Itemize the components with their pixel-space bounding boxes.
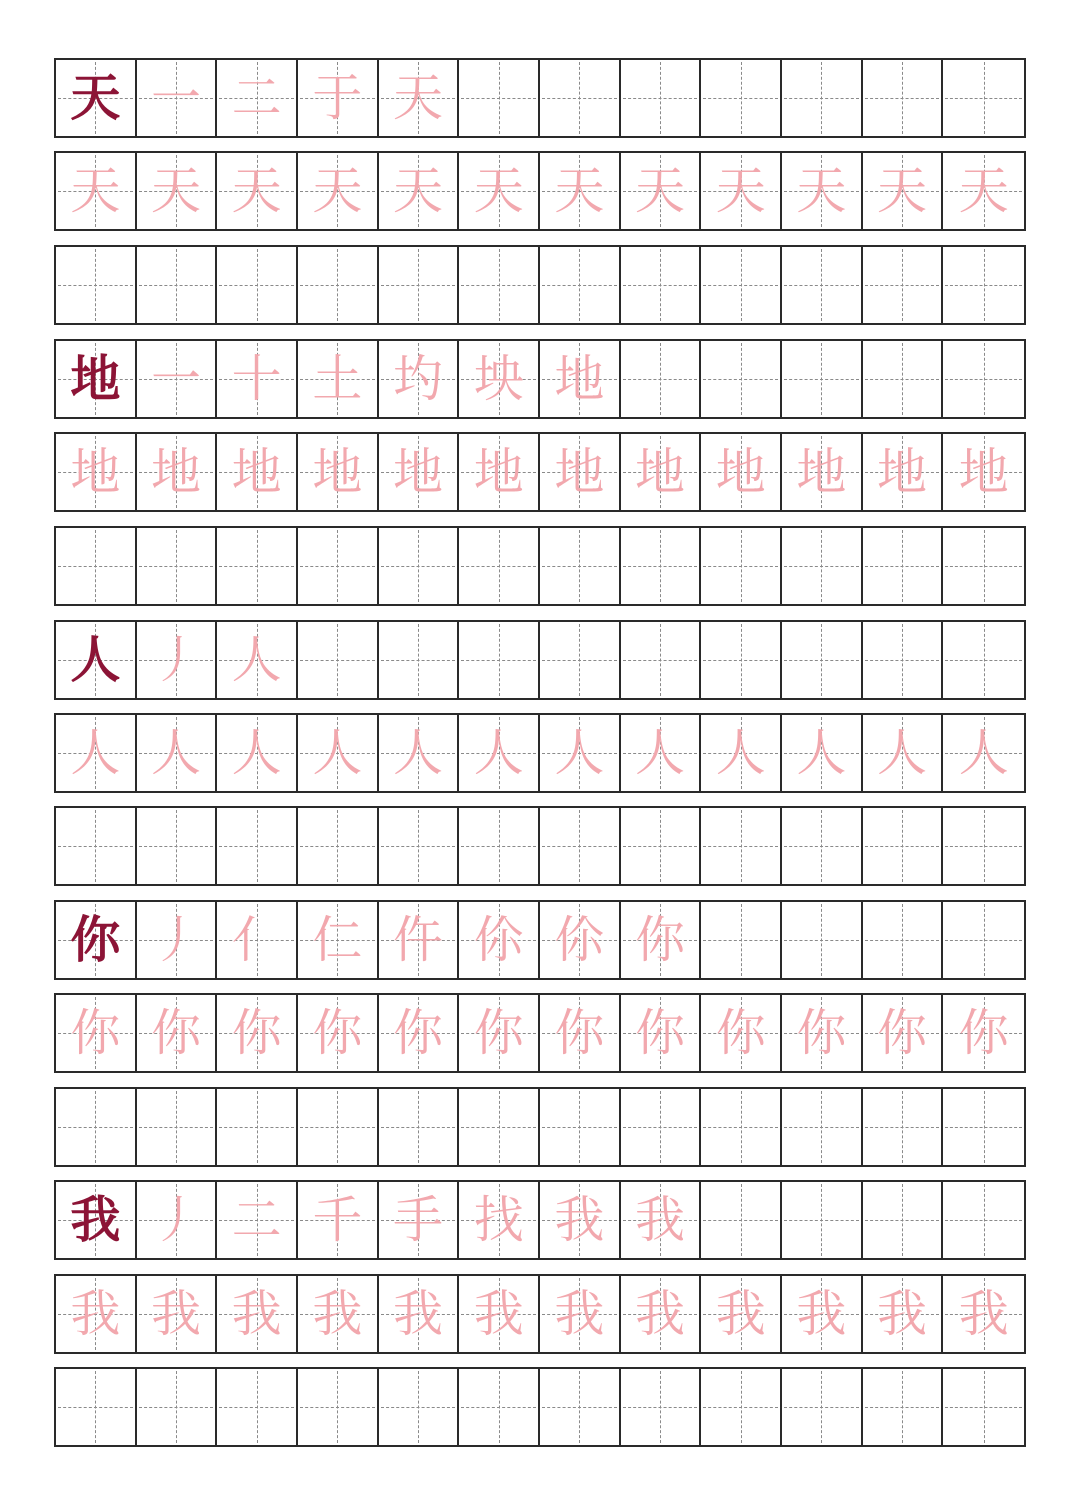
model-character: 我 — [70, 1190, 121, 1249]
grid-cell[interactable] — [701, 341, 782, 417]
grid-cell[interactable] — [621, 1369, 702, 1445]
grid-cell[interactable] — [137, 1182, 218, 1258]
grid-cell[interactable] — [782, 247, 863, 323]
grid-cell[interactable] — [863, 808, 944, 884]
grid-cell[interactable] — [943, 1276, 1024, 1352]
blank-practice-row — [54, 1367, 1026, 1447]
grid-cell[interactable] — [217, 995, 298, 1071]
grid-cell[interactable] — [621, 247, 702, 323]
grid-cell[interactable] — [137, 1089, 218, 1165]
grid-cell[interactable] — [217, 622, 298, 698]
trace-character: 人 — [473, 724, 524, 782]
trace-character: 人 — [958, 724, 1009, 782]
grid-cell[interactable] — [459, 247, 540, 323]
grid-cell[interactable] — [298, 902, 379, 978]
stroke-step: 一 — [151, 69, 201, 127]
grid-cell[interactable] — [459, 995, 540, 1071]
grid-cell[interactable] — [863, 1182, 944, 1258]
trace-character: 我 — [958, 1285, 1009, 1343]
trace-character: 天 — [473, 162, 524, 220]
stroke-step: 人 — [231, 631, 282, 689]
stroke-step: 十 — [231, 350, 282, 408]
trace-character: 人 — [151, 724, 201, 782]
stroke-step: 天 — [393, 69, 444, 127]
trace-character: 天 — [958, 162, 1009, 220]
trace-character: 地 — [877, 443, 928, 501]
model-character: 地 — [70, 349, 121, 408]
grid-cell[interactable] — [217, 434, 298, 510]
stroke-step: 坱 — [473, 350, 524, 408]
stroke-order-row — [54, 1180, 1026, 1260]
grid-cell[interactable] — [459, 1276, 540, 1352]
stroke-step: 手 — [393, 1191, 444, 1249]
grid-cell[interactable] — [863, 153, 944, 229]
trace-character: 你 — [877, 1004, 928, 1062]
trace-character: 我 — [312, 1285, 363, 1343]
trace-character: 天 — [554, 162, 605, 220]
grid-cell[interactable] — [298, 434, 379, 510]
grid-cell[interactable] — [379, 153, 460, 229]
grid-cell[interactable] — [621, 153, 702, 229]
trace-character: 天 — [231, 162, 282, 220]
grid-cell[interactable] — [782, 622, 863, 698]
trace-character: 你 — [473, 1004, 524, 1062]
grid-cell[interactable] — [298, 1276, 379, 1352]
stroke-step: 找 — [473, 1191, 524, 1249]
grid-cell[interactable] — [540, 1182, 621, 1258]
grid-cell[interactable] — [621, 622, 702, 698]
grid-cell[interactable] — [701, 902, 782, 978]
grid-cell[interactable] — [701, 153, 782, 229]
grid-cell[interactable] — [782, 434, 863, 510]
grid-cell[interactable] — [379, 715, 460, 791]
grid-cell[interactable] — [621, 1089, 702, 1165]
grid-cell[interactable] — [943, 808, 1024, 884]
grid-cell[interactable] — [943, 60, 1024, 136]
grid-cell[interactable] — [782, 902, 863, 978]
trace-character: 地 — [312, 443, 363, 501]
grid-cell[interactable] — [943, 153, 1024, 229]
trace-character: 地 — [473, 443, 524, 501]
trace-character: 天 — [635, 162, 686, 220]
grid-cell[interactable] — [298, 808, 379, 884]
grid-cell[interactable] — [782, 1369, 863, 1445]
grid-cell[interactable] — [137, 153, 218, 229]
trace-character: 你 — [151, 1004, 201, 1062]
tracing-row — [54, 432, 1026, 512]
stroke-step: 我 — [635, 1191, 686, 1249]
grid-cell[interactable] — [621, 995, 702, 1071]
grid-cell[interactable] — [621, 1182, 702, 1258]
trace-character: 我 — [70, 1285, 121, 1343]
grid-cell[interactable] — [379, 1089, 460, 1165]
grid-cell[interactable] — [943, 902, 1024, 978]
tracing-row — [54, 713, 1026, 793]
grid-cell[interactable] — [943, 1369, 1024, 1445]
grid-cell[interactable] — [298, 247, 379, 323]
grid-cell[interactable] — [701, 1276, 782, 1352]
grid-cell[interactable] — [701, 1182, 782, 1258]
grid-cell[interactable] — [379, 808, 460, 884]
grid-cell[interactable] — [943, 995, 1024, 1071]
grid-cell[interactable] — [540, 715, 621, 791]
grid-cell[interactable] — [863, 434, 944, 510]
grid-cell[interactable] — [782, 1089, 863, 1165]
stroke-step: 伱 — [473, 911, 524, 969]
grid-cell[interactable] — [56, 995, 137, 1071]
trace-character: 我 — [877, 1285, 928, 1343]
trace-character: 地 — [70, 443, 121, 501]
grid-cell[interactable] — [298, 341, 379, 417]
grid-cell[interactable] — [943, 247, 1024, 323]
grid-cell[interactable] — [863, 902, 944, 978]
trace-character: 你 — [796, 1004, 847, 1062]
grid-cell[interactable] — [701, 60, 782, 136]
trace-character: 地 — [231, 443, 282, 501]
trace-character: 我 — [151, 1285, 201, 1343]
grid-cell[interactable] — [379, 434, 460, 510]
trace-character: 地 — [796, 443, 847, 501]
trace-character: 天 — [393, 162, 444, 220]
grid-cell[interactable] — [298, 528, 379, 604]
trace-character: 我 — [635, 1285, 686, 1343]
grid-cell[interactable] — [56, 902, 137, 978]
grid-cell[interactable] — [863, 1276, 944, 1352]
grid-cell[interactable] — [863, 995, 944, 1071]
grid-cell[interactable] — [379, 902, 460, 978]
trace-character: 人 — [554, 724, 605, 782]
grid-cell[interactable] — [701, 808, 782, 884]
grid-cell[interactable] — [621, 528, 702, 604]
trace-character: 人 — [877, 724, 928, 782]
blank-practice-row — [54, 806, 1026, 886]
grid-cell[interactable] — [217, 1276, 298, 1352]
grid-cell[interactable] — [621, 1276, 702, 1352]
grid-cell[interactable] — [701, 995, 782, 1071]
grid-cell[interactable] — [137, 1276, 218, 1352]
grid-cell[interactable] — [540, 528, 621, 604]
grid-cell[interactable] — [459, 1182, 540, 1258]
trace-character: 你 — [231, 1004, 282, 1062]
grid-cell[interactable] — [459, 808, 540, 884]
grid-cell[interactable] — [459, 902, 540, 978]
stroke-step: 土 — [312, 350, 363, 408]
grid-cell[interactable] — [56, 1089, 137, 1165]
trace-character: 你 — [715, 1004, 766, 1062]
stroke-step: 一 — [151, 350, 201, 408]
grid-cell[interactable] — [621, 341, 702, 417]
trace-character: 人 — [393, 724, 444, 782]
trace-character: 人 — [312, 724, 363, 782]
trace-character: 我 — [231, 1285, 282, 1343]
trace-character: 天 — [715, 162, 766, 220]
trace-character: 我 — [715, 1285, 766, 1343]
grid-cell[interactable] — [137, 622, 218, 698]
grid-cell[interactable] — [701, 1089, 782, 1165]
model-character: 天 — [70, 68, 121, 127]
tracing-row — [54, 151, 1026, 231]
stroke-step: 二 — [231, 1191, 282, 1249]
stroke-step: 我 — [554, 1191, 605, 1249]
trace-character: 你 — [312, 1004, 363, 1062]
grid-cell[interactable] — [863, 622, 944, 698]
grid-cell[interactable] — [137, 808, 218, 884]
trace-character: 人 — [70, 724, 121, 782]
model-character: 人 — [70, 630, 121, 689]
grid-cell[interactable] — [379, 995, 460, 1071]
trace-character: 地 — [635, 443, 686, 501]
grid-cell[interactable] — [459, 341, 540, 417]
grid-cell[interactable] — [379, 528, 460, 604]
grid-cell[interactable] — [137, 995, 218, 1071]
grid-cell[interactable] — [217, 902, 298, 978]
grid-cell[interactable] — [56, 1369, 137, 1445]
stroke-order-row — [54, 339, 1026, 419]
grid-cell[interactable] — [621, 434, 702, 510]
grid-cell[interactable] — [782, 528, 863, 604]
trace-character: 天 — [151, 162, 201, 220]
trace-character: 我 — [393, 1285, 444, 1343]
grid-cell[interactable] — [782, 1276, 863, 1352]
grid-cell[interactable] — [379, 622, 460, 698]
grid-cell[interactable] — [943, 434, 1024, 510]
grid-cell[interactable] — [56, 622, 137, 698]
grid-cell[interactable] — [56, 528, 137, 604]
grid-cell[interactable] — [701, 528, 782, 604]
grid-cell[interactable] — [379, 1182, 460, 1258]
grid-cell[interactable] — [621, 715, 702, 791]
trace-character: 地 — [151, 443, 201, 501]
grid-cell[interactable] — [217, 60, 298, 136]
grid-cell[interactable] — [56, 808, 137, 884]
grid-cell[interactable] — [217, 715, 298, 791]
grid-cell[interactable] — [540, 247, 621, 323]
grid-cell[interactable] — [298, 153, 379, 229]
trace-character: 我 — [473, 1285, 524, 1343]
stroke-step: 仁 — [312, 911, 363, 969]
grid-cell[interactable] — [701, 247, 782, 323]
grid-cell[interactable] — [298, 715, 379, 791]
grid-cell[interactable] — [459, 1369, 540, 1445]
grid-cell[interactable] — [56, 153, 137, 229]
trace-character: 地 — [958, 443, 1009, 501]
grid-cell[interactable] — [540, 1276, 621, 1352]
grid-cell[interactable] — [56, 434, 137, 510]
grid-cell[interactable] — [863, 715, 944, 791]
grid-cell[interactable] — [459, 622, 540, 698]
grid-cell[interactable] — [621, 60, 702, 136]
grid-cell[interactable] — [863, 528, 944, 604]
grid-cell[interactable] — [298, 60, 379, 136]
grid-cell[interactable] — [863, 60, 944, 136]
grid-cell[interactable] — [540, 1369, 621, 1445]
trace-character: 地 — [715, 443, 766, 501]
trace-character: 你 — [393, 1004, 444, 1062]
grid-cell[interactable] — [701, 434, 782, 510]
grid-cell[interactable] — [137, 715, 218, 791]
grid-cell[interactable] — [782, 1182, 863, 1258]
grid-cell[interactable] — [56, 341, 137, 417]
grid-cell[interactable] — [379, 1276, 460, 1352]
grid-cell[interactable] — [298, 1182, 379, 1258]
stroke-order-row — [54, 620, 1026, 700]
blank-practice-row — [54, 526, 1026, 606]
grid-cell[interactable] — [56, 715, 137, 791]
grid-cell[interactable] — [56, 1276, 137, 1352]
grid-cell[interactable] — [217, 1089, 298, 1165]
grid-cell[interactable] — [459, 1089, 540, 1165]
grid-cell[interactable] — [540, 902, 621, 978]
trace-character: 人 — [635, 724, 686, 782]
grid-cell[interactable] — [137, 341, 218, 417]
grid-cell[interactable] — [621, 808, 702, 884]
grid-cell[interactable] — [943, 1089, 1024, 1165]
grid-cell[interactable] — [56, 1182, 137, 1258]
tracing-row — [54, 993, 1026, 1073]
stroke-step: 圴 — [393, 350, 444, 408]
grid-cell[interactable] — [863, 1369, 944, 1445]
grid-cell[interactable] — [943, 341, 1024, 417]
trace-character: 你 — [958, 1004, 1009, 1062]
grid-cell[interactable] — [217, 153, 298, 229]
stroke-order-row — [54, 900, 1026, 980]
grid-cell[interactable] — [540, 153, 621, 229]
trace-character: 地 — [554, 443, 605, 501]
stroke-step: 伱 — [554, 911, 605, 969]
grid-cell[interactable] — [701, 1369, 782, 1445]
grid-cell[interactable] — [540, 434, 621, 510]
trace-character: 你 — [70, 1004, 121, 1062]
grid-cell[interactable] — [943, 622, 1024, 698]
grid-cell[interactable] — [863, 1089, 944, 1165]
trace-character: 人 — [796, 724, 847, 782]
grid-cell[interactable] — [459, 153, 540, 229]
stroke-step: 你 — [635, 911, 686, 969]
grid-cell[interactable] — [863, 247, 944, 323]
stroke-step: 地 — [554, 350, 605, 408]
grid-cell[interactable] — [943, 528, 1024, 604]
stroke-order-row — [54, 58, 1026, 138]
grid-cell[interactable] — [540, 341, 621, 417]
grid-cell[interactable] — [137, 1369, 218, 1445]
grid-cell[interactable] — [459, 434, 540, 510]
grid-cell[interactable] — [459, 60, 540, 136]
trace-character: 天 — [70, 162, 121, 220]
grid-cell[interactable] — [137, 247, 218, 323]
grid-cell[interactable] — [137, 60, 218, 136]
grid-cell[interactable] — [459, 715, 540, 791]
grid-cell[interactable] — [701, 715, 782, 791]
grid-cell[interactable] — [56, 247, 137, 323]
trace-character: 天 — [796, 162, 847, 220]
stroke-step: 丿 — [151, 911, 201, 969]
grid-cell[interactable] — [701, 622, 782, 698]
grid-cell[interactable] — [782, 995, 863, 1071]
grid-cell[interactable] — [217, 528, 298, 604]
grid-cell[interactable] — [540, 622, 621, 698]
stroke-step: 丿 — [151, 631, 201, 689]
blank-practice-row — [54, 1087, 1026, 1167]
grid-cell[interactable] — [459, 528, 540, 604]
grid-cell[interactable] — [943, 715, 1024, 791]
grid-cell[interactable] — [379, 60, 460, 136]
trace-character: 人 — [231, 724, 282, 782]
trace-character: 我 — [554, 1285, 605, 1343]
grid-cell[interactable] — [137, 434, 218, 510]
grid-cell[interactable] — [540, 60, 621, 136]
blank-practice-row — [54, 245, 1026, 325]
grid-cell[interactable] — [137, 528, 218, 604]
stroke-step: 仵 — [393, 911, 444, 969]
grid-cell[interactable] — [379, 247, 460, 323]
grid-cell[interactable] — [217, 808, 298, 884]
grid-cell[interactable] — [943, 1182, 1024, 1258]
grid-cell[interactable] — [217, 1182, 298, 1258]
trace-character: 天 — [312, 162, 363, 220]
grid-cell[interactable] — [379, 1369, 460, 1445]
grid-cell[interactable] — [621, 902, 702, 978]
tracing-row — [54, 1274, 1026, 1354]
grid-cell[interactable] — [56, 60, 137, 136]
grid-cell[interactable] — [782, 808, 863, 884]
trace-character: 我 — [796, 1285, 847, 1343]
stroke-step: 亻 — [231, 911, 282, 969]
grid-cell[interactable] — [782, 715, 863, 791]
grid-cell[interactable] — [782, 153, 863, 229]
grid-cell[interactable] — [217, 247, 298, 323]
grid-cell[interactable] — [540, 1089, 621, 1165]
grid-cell[interactable] — [298, 622, 379, 698]
grid-cell[interactable] — [217, 1369, 298, 1445]
grid-cell[interactable] — [379, 341, 460, 417]
grid-cell[interactable] — [782, 341, 863, 417]
trace-character: 人 — [715, 724, 766, 782]
grid-cell[interactable] — [298, 1089, 379, 1165]
trace-character: 天 — [877, 162, 928, 220]
model-character: 你 — [70, 910, 121, 969]
trace-character: 你 — [554, 1004, 605, 1062]
stroke-step: 二 — [231, 69, 282, 127]
grid-cell[interactable] — [863, 341, 944, 417]
stroke-step: 于 — [312, 69, 363, 127]
grid-cell[interactable] — [298, 995, 379, 1071]
trace-character: 你 — [635, 1004, 686, 1062]
grid-cell[interactable] — [217, 341, 298, 417]
grid-cell[interactable] — [137, 902, 218, 978]
trace-character: 地 — [393, 443, 444, 501]
grid-cell[interactable] — [540, 808, 621, 884]
grid-cell[interactable] — [298, 1369, 379, 1445]
grid-cell[interactable] — [782, 60, 863, 136]
stroke-step: 丿 — [151, 1191, 201, 1249]
grid-cell[interactable] — [540, 995, 621, 1071]
stroke-step: 千 — [312, 1191, 363, 1249]
